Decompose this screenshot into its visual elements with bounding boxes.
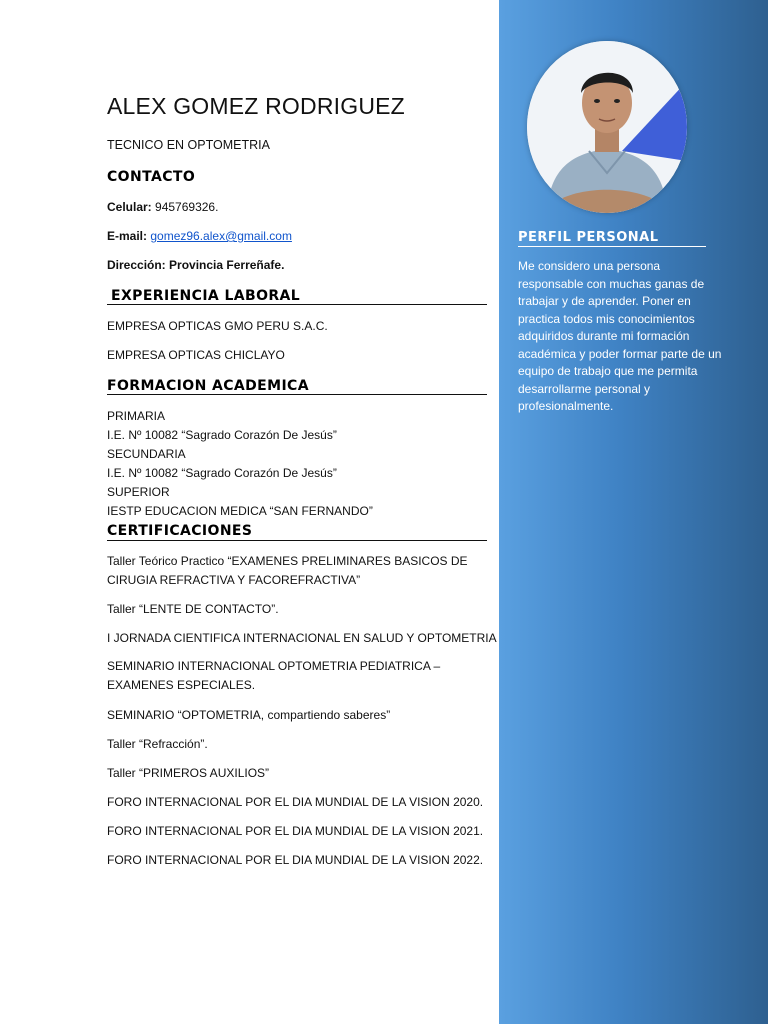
email-label: E-mail: xyxy=(107,229,148,243)
phone-label: Celular: xyxy=(107,200,152,214)
certification-item: I JORNADA CIENTIFICA INTERNACIONAL EN SALUD Y OPTOMETRIA xyxy=(107,631,497,645)
contact-heading: CONTACTO xyxy=(107,169,196,185)
certification-item: SEMINARIO “OPTOMETRIA, compartiendo saberes” xyxy=(107,708,391,722)
certification-item: Taller “PRIMEROS AUXILIOS” xyxy=(107,766,270,780)
education-list xyxy=(107,407,373,521)
certification-item: Taller Teórico Practico “EXAMENES PRELIMINARES BASICOS DE CIRUGIA REFRACTIVA Y FACOREFRACTIVA” xyxy=(107,554,468,587)
contact-phone xyxy=(107,200,218,214)
certification-item: FORO INTERNACIONAL POR EL DIA MUNDIAL DE LA VISION 2022. xyxy=(107,853,484,867)
education-line: IESTP EDUCACION MEDICA “SAN FERNANDO” xyxy=(107,504,373,518)
education-divider xyxy=(107,394,487,395)
certification-item: FORO INTERNACIONAL POR EL DIA MUNDIAL DE LA VISION 2020. xyxy=(107,795,484,809)
certifications-divider xyxy=(107,540,487,541)
certifications-heading: CERTIFICACIONES xyxy=(107,523,253,539)
email-link[interactable]: gomez96.alex@gmail.com xyxy=(150,229,292,243)
education-line: SUPERIOR xyxy=(107,485,170,499)
contact-email xyxy=(107,229,292,243)
experience-divider xyxy=(107,304,487,305)
education-line: I.E. Nº 10082 “Sagrado Corazón De Jesús” xyxy=(107,428,337,442)
address-label: Dirección: xyxy=(107,258,166,272)
certification-item: Taller “LENTE DE CONTACTO”. xyxy=(107,602,279,616)
profile-photo xyxy=(527,41,687,213)
profile-heading: PERFIL PERSONAL xyxy=(518,230,659,245)
education-line: SECUNDARIA xyxy=(107,447,186,461)
certification-item: Taller “Refracción”. xyxy=(107,737,208,751)
experience-item: EMPRESA OPTICAS CHICLAYO xyxy=(107,348,285,362)
profile-divider xyxy=(518,246,706,247)
candidate-title: TECNICO EN OPTOMETRIA xyxy=(107,138,270,152)
person-avatar-icon xyxy=(527,41,687,213)
education-heading: FORMACION ACADEMICA xyxy=(107,378,309,394)
candidate-name: ALEX GOMEZ RODRIGUEZ xyxy=(107,93,405,119)
experience-heading: EXPERIENCIA LABORAL xyxy=(111,288,301,304)
phone-value: 945769326. xyxy=(155,200,219,214)
address-value: Provincia Ferreñafe. xyxy=(169,258,285,272)
certification-item: FORO INTERNACIONAL POR EL DIA MUNDIAL DE LA VISION 2021. xyxy=(107,824,484,838)
contact-address xyxy=(107,258,284,272)
experience-item: EMPRESA OPTICAS GMO PERU S.A.C. xyxy=(107,319,328,333)
education-line: I.E. Nº 10082 “Sagrado Corazón De Jesús” xyxy=(107,466,337,480)
education-line: PRIMARIA xyxy=(107,409,166,423)
profile-text: Me considero una persona responsable con muchas ganas de trabajar y de aprender. Poner en practica todos mis conocimientos adquiridos durante mi formación académica y poder formar parte de un equipo de trabajo que me permita desarrollarme personal y profesionalmente. xyxy=(518,259,722,413)
certification-item: SEMINARIO INTERNACIONAL OPTOMETRIA PEDIATRICA – EXAMENES ESPECIALES. xyxy=(107,659,441,692)
